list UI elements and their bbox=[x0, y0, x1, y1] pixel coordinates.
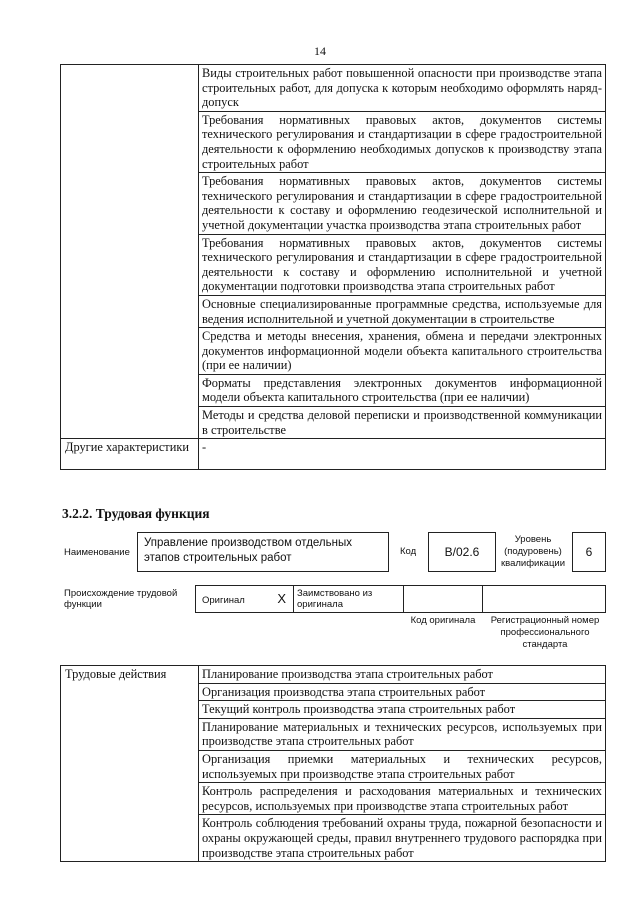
code-value-box bbox=[428, 532, 496, 572]
table-row bbox=[61, 666, 606, 684]
borrowed-cell bbox=[293, 585, 404, 613]
table-cell: Организация производства этапа строительных работ bbox=[199, 683, 606, 701]
table-cell: Требования нормативных правовых актов, документов системы технического регулирования и стандартизации в сфере градостроительной деятельности к составу и оформлению геодезической исполнительной и учетной документации участка производства этапа строительных работ bbox=[199, 173, 606, 234]
table-cell: Основные специализированные программные средства, используемые для ведения исполнительной и учетной документации в строительстве bbox=[199, 295, 606, 327]
table-cell: Контроль распределения и расходования материальных и технических ресурсов, используемых при производстве этапа строительных работ bbox=[199, 783, 606, 815]
labor-actions-table bbox=[60, 665, 606, 862]
original-label: Оригинал bbox=[202, 595, 245, 606]
original-code-cell bbox=[403, 585, 483, 613]
table-row bbox=[61, 65, 606, 112]
function-code: B/02.6 bbox=[444, 545, 480, 559]
level-label: Уровень (подуровень) квалификации bbox=[500, 534, 566, 569]
level-value-box bbox=[572, 532, 606, 572]
table-cell: Организация приемки материальных и технических ресурсов, используемых при производстве этапа строительных работ bbox=[199, 750, 606, 782]
original-cell bbox=[195, 585, 294, 613]
origin-label: Происхождение трудовой функции bbox=[64, 588, 178, 610]
table-cell: Требования нормативных правовых актов, документов системы технического регулирования и стандартизации в сфере градостроительной деятельности к оформлению необходимых допусков к производству этапа строительных работ bbox=[199, 111, 606, 172]
knowledge-table bbox=[60, 64, 606, 470]
registration-caption: Регистрационный номер профессионального стандарта bbox=[490, 615, 600, 650]
name-value-box bbox=[137, 532, 389, 572]
original-mark: X bbox=[277, 591, 286, 606]
table-cell: Контроль соблюдения требований охраны труда, пожарной безопасности и охраны окружающей среды, правил внутреннего трудового распорядка при производстве этапа строительных работ bbox=[199, 815, 606, 862]
labor-actions-label: Трудовые действия bbox=[61, 666, 199, 862]
table-cell: Требования нормативных правовых актов, документов системы технического регулирования и стандартизации в сфере градостроительной деятельности к составу и оформлению исполнительной и учетной документации подготовки производства этапа строительных работ bbox=[199, 234, 606, 295]
borrowed-label: Заимствовано из оригинала bbox=[297, 588, 373, 610]
other-characteristics-label: Другие характеристики bbox=[61, 439, 199, 470]
level-value: 6 bbox=[585, 545, 593, 559]
table-cell: Форматы представления электронных документов информационной модели объекта капитального строительства (при ее наличии) bbox=[199, 374, 606, 406]
other-characteristics-value: - bbox=[199, 439, 606, 470]
table-cell: Средства и методы внесения, хранения, обмена и передачи электронных документов информационной модели объекта капитального строительства (при ее наличии) bbox=[199, 328, 606, 375]
table-cell: Планирование материальных и технических ресурсов, используемых при производстве этапа строительных работ bbox=[199, 718, 606, 750]
page-number: 14 bbox=[314, 44, 326, 58]
name-label: Наименование bbox=[64, 547, 130, 558]
function-name: Управление производством отдельных этапов строительных работ bbox=[144, 537, 352, 564]
code-label: Код bbox=[400, 546, 417, 557]
code-caption: Код оригинала bbox=[410, 615, 476, 626]
table-row bbox=[61, 439, 606, 470]
table-cell: Текущий контроль производства этапа строительных работ bbox=[199, 701, 606, 719]
section-heading: 3.2.2. Трудовая функция bbox=[62, 506, 210, 521]
table-cell: Методы и средства деловой переписки и производственной коммуникации в строительстве bbox=[199, 407, 606, 439]
empty-label-cell bbox=[61, 65, 199, 439]
table-cell: Виды строительных работ повышенной опасности при производстве этапа строительных работ, для допуска к которым необходимо оформлять наряд-допуск bbox=[199, 65, 606, 112]
registration-number-cell bbox=[482, 585, 606, 613]
table-cell: Планирование производства этапа строительных работ bbox=[199, 666, 606, 684]
